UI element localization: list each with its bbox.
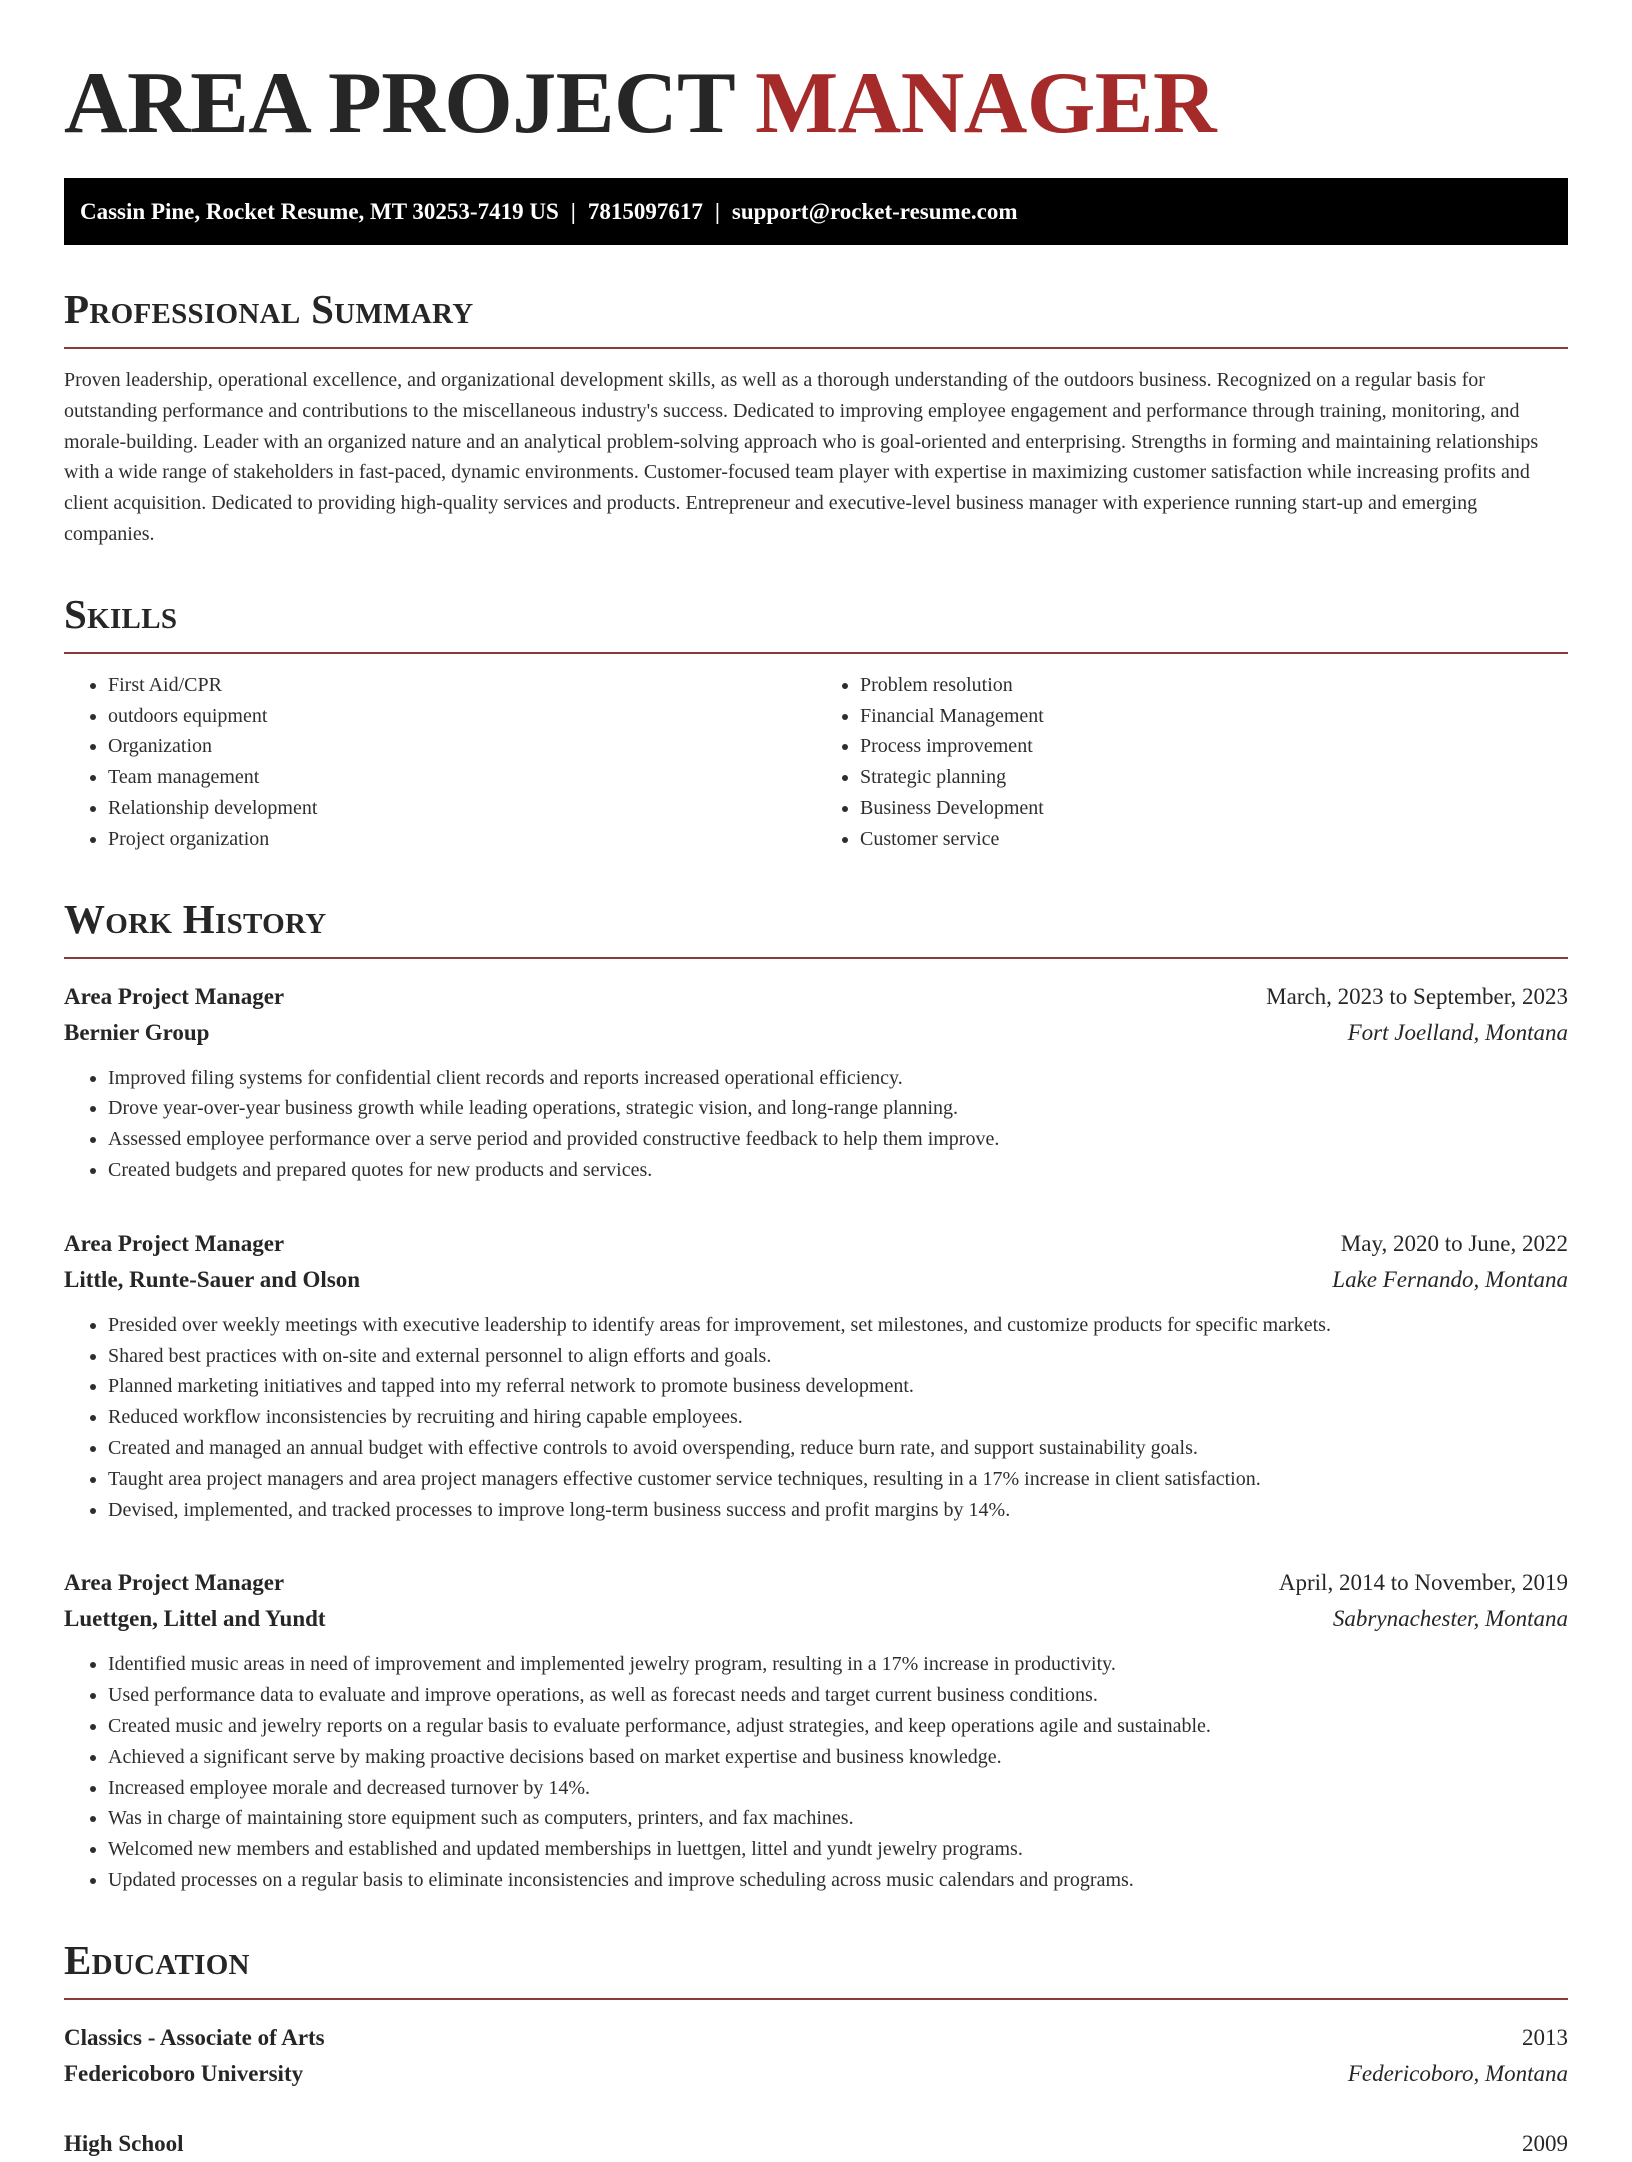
job-location: Sabrynachester, Montana [1332, 1606, 1568, 1632]
job-dates: March, 2023 to September, 2023 [1266, 983, 1568, 1009]
job-bullet: • Was in charge of maintaining store equipment such as computers, printers, and fax machines. [108, 1803, 1568, 1834]
job-dates: April, 2014 to November, 2019 [1278, 1570, 1568, 1596]
education-location: Federicoboro, Montana [1347, 2060, 1568, 2086]
job-bullet: • Achieved a significant serve by making proactive decisions based on market expertise and business knowledge. [108, 1742, 1568, 1773]
education-degree: Classics - Associate of Arts [64, 2024, 325, 2050]
job-bullet: • Presided over weekly meetings with executive leadership to identify areas for improvement, set milestones, and customize products for specific markets. [108, 1310, 1568, 1341]
job-bullet: • Created and managed an annual budget with effective controls to avoid overspending, reduce burn rate, and support sustainability goals. [108, 1433, 1568, 1464]
skills-list-right [816, 670, 1568, 855]
section-divider [64, 652, 1568, 654]
education-entry [64, 2020, 1568, 2092]
job-bullets [64, 1063, 1568, 1186]
job-bullet: • Improved filing systems for confidential client records and reports increased operational efficiency. [108, 1063, 1568, 1094]
education-section [64, 1896, 1568, 2162]
contact-bar [64, 178, 1568, 245]
job-company: Luettgen, Littel and Yundt [64, 1606, 326, 1632]
job-entry [64, 979, 1568, 1186]
job-bullet: • Planned marketing initiatives and tapped into my referral network to promote business development. [108, 1371, 1568, 1402]
title-accent: MANAGER [755, 55, 1217, 152]
title-main: AREA PROJECT [64, 55, 734, 152]
job-location: Fort Joelland, Montana [1347, 1019, 1568, 1045]
skill-item: • Business Development [860, 793, 1568, 824]
summary-heading: Professional Summary [64, 286, 474, 332]
skills-columns [64, 670, 1568, 855]
job-dates: May, 2020 to June, 2022 [1340, 1230, 1568, 1256]
contact-separator: | [714, 199, 720, 224]
job-bullet: • Used performance data to evaluate and improve operations, as well as forecast needs and target current business conditions. [108, 1680, 1568, 1711]
contact-separator: | [570, 199, 576, 224]
job-bullet: • Welcomed new members and established and updated memberships in luettgen, littel and yundt jewelry programs. [108, 1834, 1568, 1865]
job-bullet: • Assessed employee performance over a serve period and provided constructive feedback to help them improve. [108, 1124, 1568, 1155]
job-title: Area Project Manager [64, 983, 285, 1009]
job-title: Area Project Manager [64, 1230, 285, 1256]
job-bullet: • Taught area project managers and area project managers effective customer service techniques, resulting in a 17% increase in client satisfaction. [108, 1464, 1568, 1495]
skill-item: • Team management [108, 762, 816, 793]
education-school: Federicoboro University [64, 2060, 304, 2086]
job-bullet: • Identified music areas in need of improvement and implemented jewelry program, resulting in a 17% increase in productivity. [108, 1649, 1568, 1680]
section-divider [64, 1998, 1568, 2000]
education-year: 2009 [1522, 2130, 1568, 2156]
education-entry [64, 2126, 1568, 2162]
skill-item: • Relationship development [108, 793, 816, 824]
job-bullet: • Increased employee morale and decreased turnover by 14%. [108, 1773, 1568, 1804]
job-company: Little, Runte-Sauer and Olson [64, 1266, 361, 1292]
skills-section [64, 550, 1568, 855]
summary-section [64, 245, 1568, 550]
job-bullet: • Shared best practices with on-site and external personnel to align efforts and goals. [108, 1341, 1568, 1372]
skills-list-left [64, 670, 816, 855]
job-company: Bernier Group [64, 1019, 210, 1045]
skill-item: • Organization [108, 731, 816, 762]
skill-item: • Customer service [860, 824, 1568, 855]
education-degree: High School [64, 2130, 184, 2156]
job-bullet: • Devised, implemented, and tracked processes to improve long-term business success and profit margins by 14%. [108, 1495, 1568, 1526]
skill-item: • Problem resolution [860, 670, 1568, 701]
job-bullet: • Reduced workflow inconsistencies by recruiting and hiring capable employees. [108, 1402, 1568, 1433]
contact-address: Cassin Pine, Rocket Resume, MT 30253-7419 US [80, 199, 559, 224]
skill-item: • Process improvement [860, 731, 1568, 762]
job-bullet: • Drove year-over-year business growth while leading operations, strategic vision, and long-range planning. [108, 1093, 1568, 1124]
education-heading: Education [64, 1936, 250, 1983]
skill-item: • First Aid/CPR [108, 670, 816, 701]
summary-text: Proven leadership, operational excellence, and organizational development skills, as well as a thorough understanding of the outdoors business. Recognized on a regular basis for outstanding performance and contributions to the miscellaneous industry's success. Dedicated to improving employee engagement and performance through training, monitoring, and morale-building. Leader with an organized nature and an analytical problem-solving approach who is goal-oriented and enterprising. Strengths in forming and maintaining relationships with a wide range of stakeholders in fast-paced, dynamic environments. Customer-focused team player with expertise in maximizing customer satisfaction while increasing profits and client acquisition. Dedicated to providing high-quality services and products. Entrepreneur and executive-level business manager with experience running start-up and emerging companies. [64, 369, 1539, 545]
contact-phone[interactable]: 7815097617 [587, 199, 703, 224]
job-entry [64, 1226, 1568, 1526]
job-title: Area Project Manager [64, 1570, 285, 1596]
job-bullets [64, 1310, 1568, 1526]
resume-title [64, 55, 1568, 152]
section-divider [64, 957, 1568, 959]
skill-item: • outdoors equipment [108, 701, 816, 732]
job-location: Lake Fernando, Montana [1332, 1266, 1568, 1292]
skill-item: • Strategic planning [860, 762, 1568, 793]
section-divider [64, 347, 1568, 349]
job-bullets [64, 1649, 1568, 1895]
skill-item: • Financial Management [860, 701, 1568, 732]
skills-heading: Skills [64, 590, 178, 637]
skill-item: • Project organization [108, 824, 816, 855]
job-bullet: • Created budgets and prepared quotes for new products and services. [108, 1155, 1568, 1186]
job-bullet: • Updated processes on a regular basis to eliminate inconsistencies and improve scheduling across music calendars and programs. [108, 1865, 1568, 1896]
job-entry [64, 1565, 1568, 1895]
contact-email[interactable]: support@rocket-resume.com [731, 199, 1018, 224]
education-year: 2013 [1522, 2024, 1568, 2050]
work-history-section [64, 855, 1568, 1896]
work-history-heading: Work History [64, 895, 327, 942]
job-bullet: • Created music and jewelry reports on a regular basis to evaluate performance, adjust strategies, and keep operations agile and sustainable. [108, 1711, 1568, 1742]
